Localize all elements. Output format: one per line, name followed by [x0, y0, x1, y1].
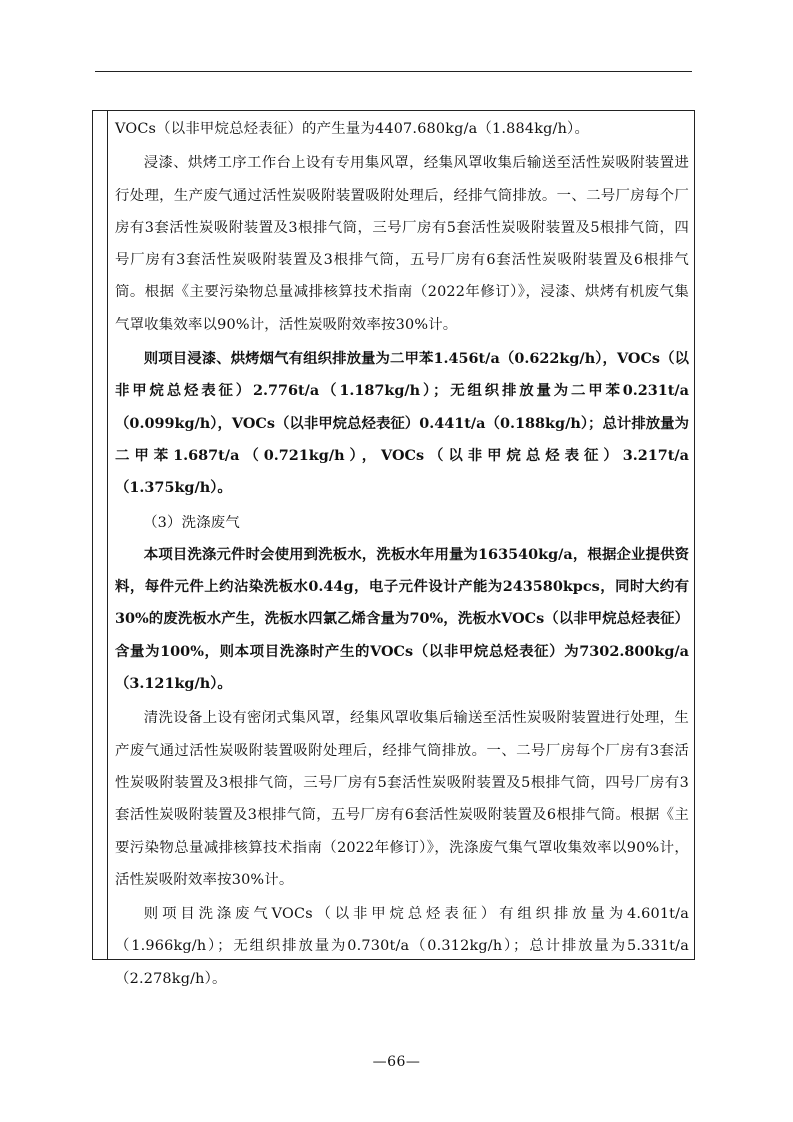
document-body [115, 113, 689, 995]
paragraph-impregnation-emissions: 则项目浸漆、烘烤烟气有组织排放量为二甲苯1.456t/a（0.622kg/h），VOCs（以非甲烷总烃表征）2.776t/a（1.187kg/h）；无组织排放量为二甲苯0.231t/a（0.099kg/h），VOCs（以非甲烷总烃表征）0.441t/a（0.188kg/h）；总计排放量为二甲苯1.687t/a（0.721kg/h），VOCs（以非甲烷总烃表征）3.217t/a（1.375kg/h）。 [115, 350, 689, 497]
table-column-divider [107, 111, 108, 959]
header-rule [95, 71, 692, 72]
paragraph-washing-collection: 清洗设备上设有密闭式集风罩，经集风罩收集后输送至活性炭吸附装置进行处理，生产废气通过活性炭吸附装置吸附处理后，经排气筒排放。一、二号厂房每个厂房有3套活性炭吸附装置及3根排气筒，三号厂房有5套活性炭吸附装置及5根排气筒，四号厂房有3套活性炭吸附装置及3根排气筒，五号厂房有6套活性炭吸附装置及6根排气筒。根据《主要污染物总量减排核算技术指南（2022年修订）》，洗涤废气集气罩收集效率以90%计，活性炭吸附效率按30%计。 [115, 710, 689, 888]
page-number: —66— [372, 1054, 421, 1070]
paragraph-washing-emissions: 则项目洗涤废气VOCs（以非甲烷总烃表征）有组织排放量为4.601t/a（1.966kg/h）；无组织排放量为0.730t/a（0.312kg/h）；总计排放量为5.331t/a（2.278kg/h）。 [115, 906, 689, 987]
section-heading-washing-gas: （3）洗涤废气 [143, 514, 240, 531]
paragraph-impregnation-collection: 浸漆、烘烤工序工作台上设有专用集风罩，经集风罩收集后输送至活性炭吸附装置进行处理，生产废气通过活性炭吸附装置吸附处理后，经排气筒排放。一、二号厂房每个厂房有3套活性炭吸附装置及3根排气筒，三号厂房有5套活性炭吸附装置及5根排气筒，四号厂房有3套活性炭吸附装置及3根排气筒，五号厂房有6套活性炭吸附装置及6根排气筒。根据《主要污染物总量减排核算技术指南（2022年修订）》，浸漆、烘烤有机废气集气罩收集效率以90%计，活性炭吸附效率按30%计。 [115, 155, 689, 333]
paragraph-washing-usage: 本项目洗涤元件时会使用到洗板水，洗板水年用量为163540kg/a，根据企业提供资料，每件元件上约沾染洗板水0.44g，电子元件设计产能为243580kpcs，同时大约有30%的废洗板水产生，洗板水四氯乙烯含量为70%，洗板水VOCs（以非甲烷总烃表征）含量为100%，则本项目洗涤时产生的VOCs（以非甲烷总烃表征）为7302.800kg/a（3.121kg/h）。 [115, 545, 689, 693]
paragraph-vocs-production: VOCs（以非甲烷总烃表征）的产生量为4407.680kg/a（1.884kg/h）。 [115, 121, 590, 137]
